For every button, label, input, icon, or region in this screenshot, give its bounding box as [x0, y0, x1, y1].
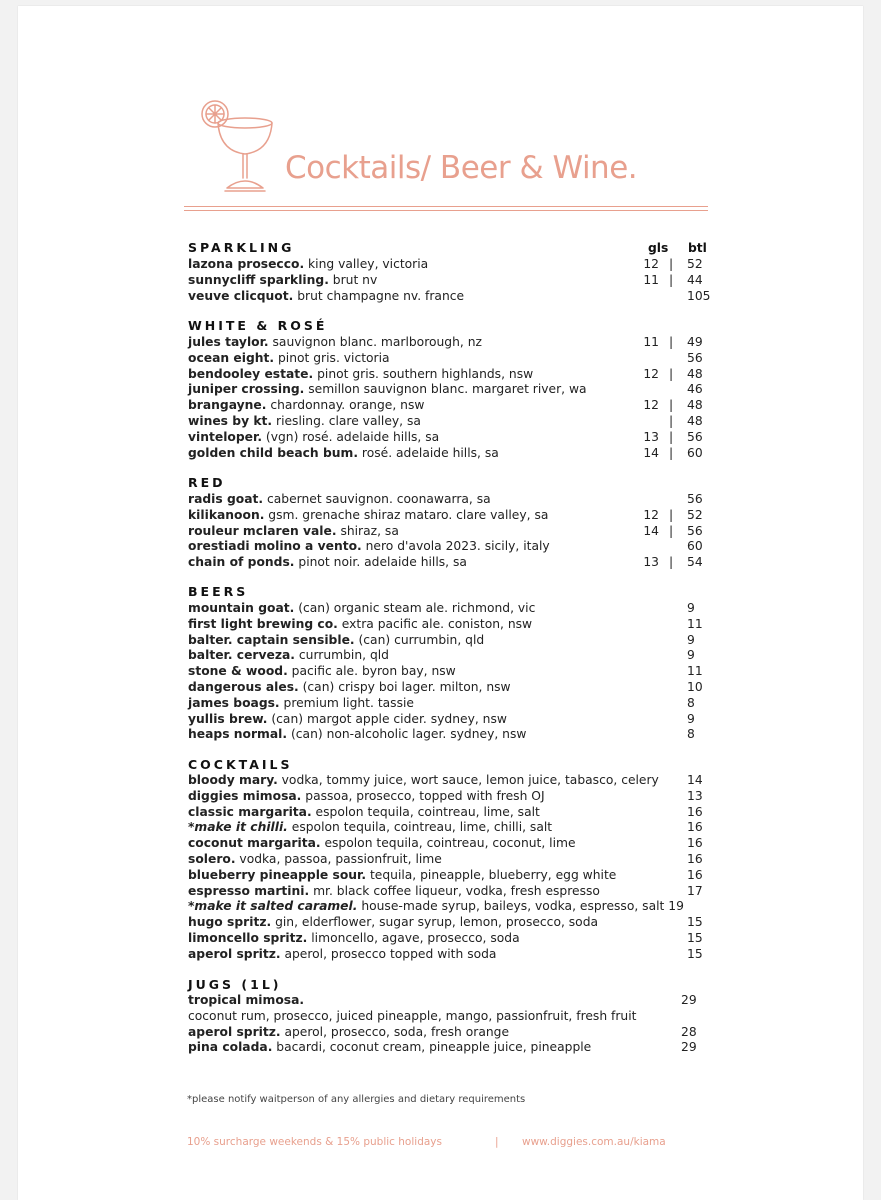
item-name: *make it chilli.	[188, 820, 288, 835]
section-heading-white-rose: WHITE & ROSÉ	[188, 318, 328, 333]
menu-item	[188, 413, 708, 429]
section-heading-sparkling: SPARKLING	[188, 240, 295, 255]
item-price: 10	[687, 680, 703, 694]
section-heading-red: RED	[188, 475, 226, 490]
glass-price: 12	[643, 257, 659, 271]
item-name: yullis brew.	[188, 711, 268, 726]
item-name: tropical mimosa.	[188, 993, 305, 1007]
glass-price: 13	[643, 555, 659, 570]
item-price: 11	[687, 664, 703, 679]
item-description: sauvignon blanc. marlborough, nz	[268, 335, 482, 349]
item-name: blueberry pineapple sour.	[188, 867, 367, 882]
item-description: (can) non-alcoholic lager. sydney, nsw	[287, 727, 527, 742]
menu-item	[188, 788, 708, 804]
price-separator: |	[669, 272, 674, 287]
surcharge-note: 10% surcharge weekends & 15% public holidays	[187, 1136, 442, 1148]
menu-item	[188, 600, 708, 616]
menu-item	[188, 1008, 708, 1024]
item-description: (can) crispy boi lager. milton, nsw	[298, 680, 511, 694]
item-description: nero d'avola 2023. sicily, italy	[361, 539, 550, 554]
item-description: mr. black coffee liqueur, vodka, fresh espresso	[309, 883, 600, 898]
glass-price: 12	[643, 398, 659, 413]
glass-price: 12	[643, 366, 659, 381]
bottle-price: 56	[687, 492, 703, 506]
menu-item	[188, 946, 708, 962]
item-description: gin, elderflower, sugar syrup, lemon, prosecco, soda	[271, 915, 599, 930]
item-name: jules taylor.	[188, 335, 269, 349]
item-price: 15	[687, 915, 703, 930]
item-price: 13	[687, 788, 703, 803]
item-name: dangerous ales.	[188, 680, 299, 694]
item-name: james boags.	[188, 695, 280, 710]
bottle-price: 56	[687, 523, 703, 538]
item-price: 17	[687, 883, 703, 898]
item-name: heaps normal.	[188, 727, 288, 742]
menu-item	[188, 507, 708, 523]
page-title: Cocktails/ Beer & Wine.	[285, 150, 638, 186]
item-description: premium light. tassie	[279, 695, 414, 710]
item-description: vodka, tommy juice, wort sauce, lemon juice, tabasco, celery	[277, 773, 659, 787]
item-description: aperol, prosecco, soda, fresh orange	[280, 1024, 510, 1039]
item-name: ocean eight.	[188, 350, 275, 365]
item-description: tequila, pineapple, blueberry, egg white	[366, 867, 617, 882]
glass-price: 11	[643, 272, 659, 287]
item-name: vinteloper.	[188, 429, 262, 444]
price-separator: |	[669, 555, 674, 570]
title-divider	[184, 206, 708, 207]
item-name: aperol spritz.	[188, 946, 281, 961]
item-description: shiraz, sa	[336, 523, 399, 538]
menu-item	[188, 350, 708, 366]
menu-item	[188, 616, 708, 632]
item-description: pinot noir. adelaide hills, sa	[294, 555, 467, 570]
price-separator: |	[669, 523, 674, 538]
item-name: espresso martini.	[188, 883, 310, 898]
menu-item	[188, 334, 708, 350]
cocktail-glass-icon	[195, 96, 279, 196]
item-price: 9	[687, 648, 695, 663]
menu-item	[188, 445, 708, 461]
menu-item	[188, 914, 708, 930]
menu-item	[188, 867, 708, 883]
bottle-price: 60	[687, 445, 703, 460]
menu-item	[188, 835, 708, 851]
item-price: 14	[687, 773, 703, 787]
menu-item	[188, 663, 708, 679]
item-description: rosé. adelaide hills, sa	[358, 445, 499, 460]
bottle-price: 48	[687, 398, 703, 413]
item-description: limoncello, agave, prosecco, soda	[307, 931, 520, 945]
bottle-price: 105	[687, 288, 711, 303]
item-name: wines by kt.	[188, 414, 273, 428]
item-name: aperol spritz.	[188, 1024, 281, 1039]
item-name: golden child beach bum.	[188, 445, 359, 460]
item-description: pacific ale. byron bay, nsw	[287, 664, 456, 679]
item-price: 16	[687, 804, 703, 819]
glass-price: 14	[643, 523, 659, 538]
item-price: 29	[681, 993, 697, 1007]
column-header-glass: gls	[648, 241, 669, 255]
item-name: sunnycliff sparkling.	[188, 272, 329, 287]
item-name: kilikanoon.	[188, 507, 265, 522]
price-separator: |	[669, 335, 674, 349]
title-divider	[184, 210, 708, 211]
glass-price: 11	[643, 335, 659, 349]
menu-item	[188, 491, 708, 507]
section-heading-beers: BEERS	[188, 584, 249, 599]
menu-item	[188, 772, 708, 788]
item-price: 9	[687, 711, 695, 726]
menu-item	[188, 851, 708, 867]
item-price: 16	[687, 836, 703, 851]
glass-price: 12	[643, 507, 659, 522]
item-name: hugo spritz.	[188, 915, 272, 930]
bottle-price: 46	[687, 382, 703, 397]
item-description: semillon sauvignon blanc. margaret river, wa	[304, 382, 587, 397]
bottle-price: 52	[687, 507, 703, 522]
website-link[interactable]: www.diggies.com.au/kiama	[522, 1136, 666, 1148]
menu-item	[188, 711, 708, 727]
item-description: (vgn) rosé. adelaide hills, sa	[262, 429, 440, 444]
item-description: house-made syrup, baileys, vodka, espresso, salt 19	[357, 899, 684, 914]
menu-item	[188, 679, 708, 695]
item-name: pina colada.	[188, 1040, 273, 1055]
item-description: coconut rum, prosecco, juiced pineapple, mango, passionfruit, fresh fruit	[188, 1008, 637, 1023]
item-description: espolon tequila, cointreau, coconut, lime	[320, 836, 576, 851]
item-price: 29	[681, 1040, 697, 1055]
item-description: passoa, prosecco, topped with fresh OJ	[301, 788, 545, 803]
item-name: lazona prosecco.	[188, 257, 305, 271]
item-description: aperol, prosecco topped with soda	[280, 946, 497, 961]
price-separator: |	[669, 257, 674, 271]
menu-item	[188, 883, 708, 899]
bottle-price: 44	[687, 272, 703, 287]
item-description: riesling. clare valley, sa	[272, 414, 421, 428]
item-name: chain of ponds.	[188, 555, 295, 570]
menu-item	[188, 429, 708, 445]
item-description: pinot gris. southern highlands, nsw	[313, 366, 534, 381]
menu-item	[188, 647, 708, 663]
item-name: solero.	[188, 852, 236, 866]
allergy-note: *please notify waitperson of any allergies and dietary requirements	[187, 1094, 526, 1105]
price-separator: |	[669, 414, 674, 428]
item-description: (can) margot apple cider. sydney, nsw	[267, 711, 507, 726]
menu-item	[188, 804, 708, 820]
bottle-price: 56	[687, 350, 703, 365]
item-price: 16	[687, 852, 703, 866]
item-price: 9	[687, 601, 695, 615]
item-name: stone & wood.	[188, 664, 288, 679]
section-heading-cocktails: COCKTAILS	[188, 757, 293, 772]
item-description: vodka, passoa, passionfruit, lime	[235, 852, 442, 866]
item-price: 28	[681, 1024, 697, 1039]
item-name: classic margarita.	[188, 804, 312, 819]
menu-item	[188, 992, 708, 1008]
item-price: 16	[687, 867, 703, 882]
bottle-price: 48	[687, 366, 703, 381]
menu-item	[188, 272, 708, 288]
menu-item	[188, 381, 708, 397]
bottle-price: 49	[687, 335, 703, 349]
bottle-price: 56	[687, 429, 703, 444]
item-description: gsm. grenache shiraz mataro. clare valley, sa	[264, 507, 549, 522]
menu-item	[188, 1024, 708, 1040]
item-name: diggies mimosa.	[188, 788, 302, 803]
menu-item	[188, 930, 708, 946]
menu-item	[188, 898, 708, 914]
item-price: 8	[687, 695, 695, 710]
menu-item	[188, 819, 708, 835]
price-separator: |	[669, 429, 674, 444]
item-name: coconut margarita.	[188, 836, 321, 851]
item-description: cabernet sauvignon. coonawarra, sa	[263, 492, 491, 506]
footer-divider: |	[495, 1136, 499, 1148]
menu-item	[188, 1039, 708, 1055]
item-description: brut nv	[328, 272, 378, 287]
bottle-price: 48	[687, 414, 703, 428]
item-description: (can) currumbin, qld	[354, 632, 485, 647]
item-name: limoncello spritz.	[188, 931, 308, 945]
item-name: balter. captain sensible.	[188, 632, 355, 647]
price-separator: |	[669, 366, 674, 381]
bottle-price: 52	[687, 257, 703, 271]
item-name: orestiadi molino a vento.	[188, 539, 362, 554]
item-description: extra pacific ale. coniston, nsw	[337, 616, 533, 631]
item-name: bendooley estate.	[188, 366, 314, 381]
item-name: balter. cerveza.	[188, 648, 295, 663]
section-heading-jugs: JUGS (1L)	[188, 977, 282, 992]
menu-item	[188, 695, 708, 711]
item-description: currumbin, qld	[294, 648, 389, 663]
menu-item	[188, 366, 708, 382]
item-name: bloody mary.	[188, 773, 278, 787]
price-separator: |	[669, 398, 674, 413]
item-name: rouleur mclaren vale.	[188, 523, 337, 538]
menu-item	[188, 538, 708, 554]
bottle-price: 60	[687, 539, 703, 554]
item-price: 16	[687, 820, 703, 835]
item-description: brut champagne nv. france	[293, 288, 465, 303]
item-description: pinot gris. victoria	[274, 350, 390, 365]
item-description: king valley, victoria	[304, 257, 429, 271]
price-separator: |	[669, 507, 674, 522]
item-name: mountain goat.	[188, 601, 295, 615]
item-name: veuve clicquot.	[188, 288, 294, 303]
item-name: juniper crossing.	[188, 382, 305, 397]
item-price: 8	[687, 727, 695, 742]
item-name: first light brewing co.	[188, 616, 338, 631]
menu-item	[188, 288, 711, 304]
menu-item	[188, 726, 708, 742]
item-name: *make it salted caramel.	[188, 899, 358, 914]
item-name: radis goat.	[188, 492, 264, 506]
menu-item	[188, 523, 708, 539]
menu-item	[188, 256, 708, 272]
menu-item	[188, 554, 708, 570]
item-price: 11	[687, 616, 703, 631]
menu-item	[188, 632, 708, 648]
item-description: espolon tequila, cointreau, lime, chilli, salt	[287, 820, 553, 835]
glass-price: 13	[643, 429, 659, 444]
column-header-bottle: btl	[688, 241, 707, 255]
item-description: (can) organic steam ale. richmond, vic	[294, 601, 536, 615]
item-price: 15	[687, 946, 703, 961]
item-name: brangayne.	[188, 398, 267, 413]
menu-item	[188, 397, 708, 413]
bottle-price: 54	[687, 555, 703, 570]
item-description: bacardi, coconut cream, pineapple juice, pineapple	[272, 1040, 592, 1055]
item-description: chardonnay. orange, nsw	[266, 398, 425, 413]
glass-price: 14	[643, 445, 659, 460]
price-separator: |	[669, 445, 674, 460]
item-price: 15	[687, 931, 703, 945]
item-description: espolon tequila, cointreau, lime, salt	[311, 804, 540, 819]
item-price: 9	[687, 632, 695, 647]
